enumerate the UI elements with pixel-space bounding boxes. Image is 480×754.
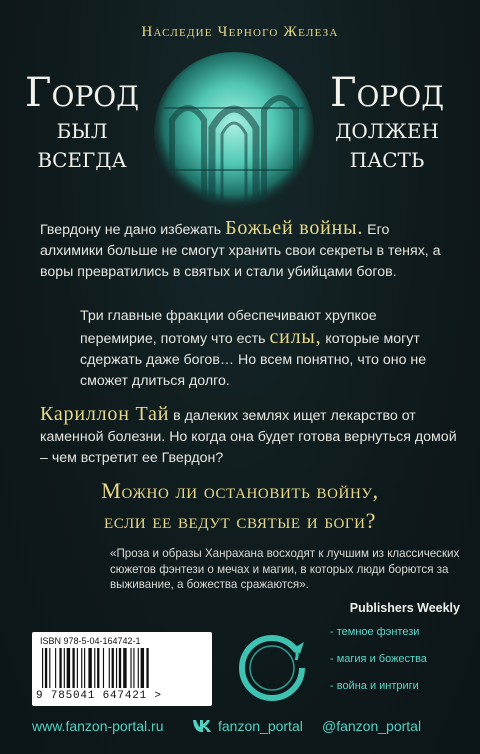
blurb-1-text-after: Его алхимики больше не смогут хранить свои секреты в тенях, а воры превратились в святых и стали убийцами богов. — [40, 222, 441, 280]
tagline-line2: если ее ведут святые и боги? — [104, 508, 376, 533]
vk-icon — [192, 719, 212, 733]
headline-right-line3: пасть — [349, 141, 425, 174]
social-handle-link[interactable]: @fanzon_portal — [322, 718, 422, 734]
blurb-2-highlight: силы, — [269, 326, 322, 348]
blurb-3-text-after: в далеких землях ищет лекарство от каменной болезни. Но когда она будет готова вернуться домой – чем встретит ее Гвердон? — [40, 408, 457, 466]
tagline-line1: Можно ли остановить войну, — [101, 478, 379, 503]
blurb-1-text-before: Гвердону не дано избежать — [40, 222, 226, 238]
blurb-paragraph-2 — [80, 306, 455, 392]
barcode-bars — [40, 648, 204, 690]
vk-handle: fanzon_portal — [218, 718, 303, 734]
headline-right-line2: должен — [335, 112, 439, 145]
headline-left-line1: Город — [25, 70, 139, 116]
blurb-paragraph-3 — [40, 404, 460, 469]
city-arch-orb-image — [152, 50, 316, 214]
isbn-label: ISBN 978-5-04-164742-1 — [40, 636, 141, 646]
genre-tags — [330, 626, 470, 707]
headline-right — [318, 72, 456, 172]
isbn-digits: 9 785041 647421 > — [36, 690, 162, 702]
headline-left-line3: всегда — [37, 141, 127, 174]
headline-left-line2: был — [56, 112, 108, 145]
tagline-question — [0, 476, 480, 536]
blurb-2-text-before: Три главные фракции обеспечивают хрупкое перемирие, потому что есть — [80, 308, 377, 347]
headline-left — [22, 72, 142, 172]
vk-link[interactable] — [192, 718, 303, 734]
genre-tag: - война и интриги — [330, 680, 419, 692]
blurb-1-highlight: Божьей войны. — [225, 217, 364, 239]
genre-tag: - магия и божества — [330, 653, 427, 665]
website-link[interactable]: www.fanzon-portal.ru — [32, 718, 164, 734]
publisher-footer — [0, 712, 480, 740]
ouroboros-icon — [230, 626, 314, 710]
blurb-paragraph-1 — [40, 218, 450, 283]
blurb-3-highlight: Кариллон Тай — [40, 403, 170, 425]
series-title: Наследие Черного Железа — [141, 24, 339, 40]
headline-right-line1: Город — [330, 70, 444, 116]
genre-tag: - темное фэнтези — [330, 626, 420, 638]
isbn-barcode — [32, 632, 212, 706]
blurb-2-text-after: которые могут сдержать даже богов… Но всем понятно, что оно не сможет длиться долго. — [80, 331, 427, 389]
review-quote: «Проза и образы Ханрахана восходят к лучшим из классических сюжетов фэнтези о мечах и магии, в которых люди борются за выживание, а божества сражаются». — [110, 547, 460, 591]
review-source: Publishers Weekly — [349, 601, 460, 615]
